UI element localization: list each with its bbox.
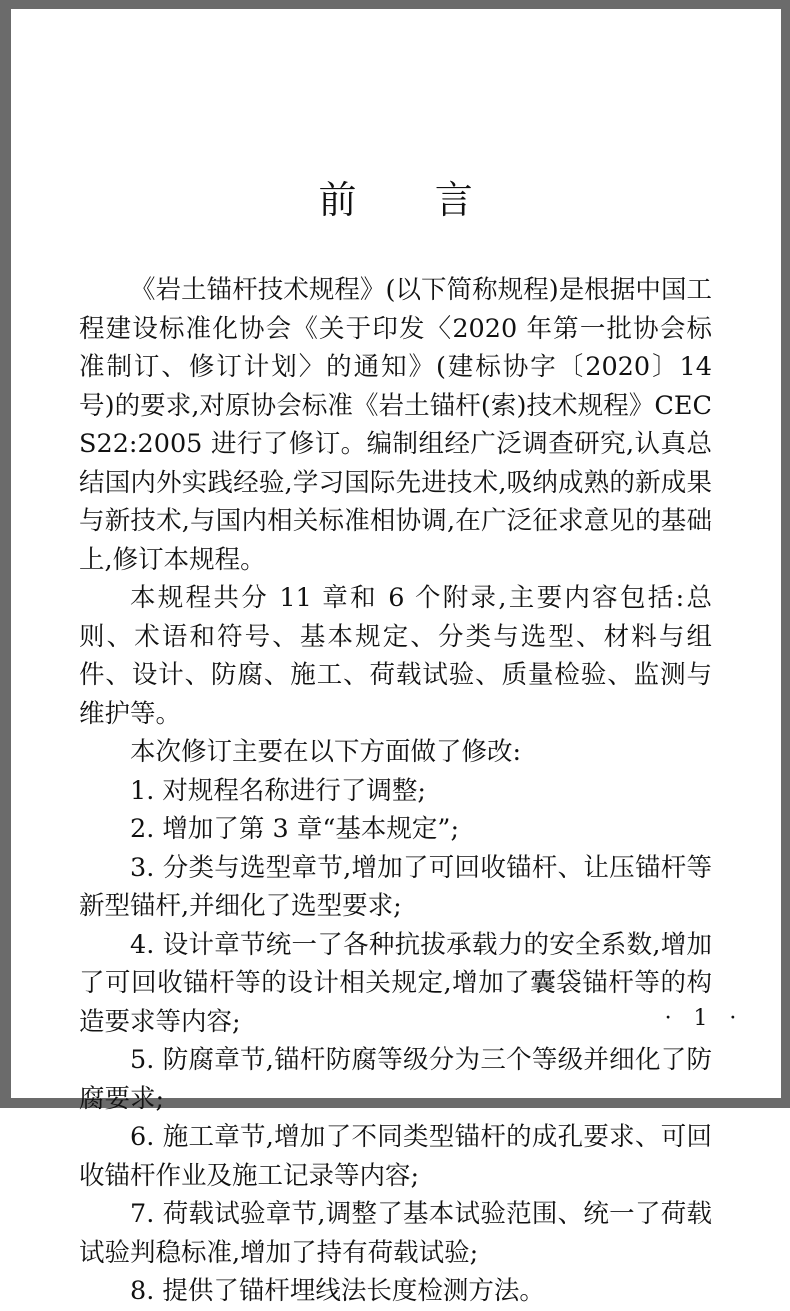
list-item: 3. 分类与选型章节,增加了可回收锚杆、让压锚杆等新型锚杆,并细化了选型要求; [79, 852, 712, 921]
list-item: 7. 荷载试验章节,调整了基本试验范围、统一了荷载试验判稳标准,增加了持有荷载试验; [79, 1199, 712, 1268]
list-item: 5. 防腐章节,锚杆防腐等级分为三个等级并细化了防腐要求; [79, 1045, 712, 1114]
list-item: 2. 增加了第 3 章“基本规定”; [130, 814, 460, 844]
list-item: 1. 对规程名称进行了调整; [130, 775, 427, 806]
page-title: 前 言 [318, 178, 474, 222]
page-number: · 1 · [664, 1006, 739, 1031]
list-item: 6. 施工章节,增加了不同类型锚杆的成孔要求、可回收锚杆作业及施工记录等内容; [79, 1122, 712, 1191]
page-sheet [11, 9, 781, 1306]
paragraph-1: 《岩土锚杆技术规程》(以下简称规程)是根据中国工程建设标准化协会《关于印发〈2020 年第一批协会标准制订、修订计划〉的通知》(建标协字〔2020〕14 号)的要求,对原协会标准《岩土锚杆(索)技术规程》CECS22:2005 进行了修订。编制组经广泛调查研究,认真总结国内外实践经验,学习国际先进技术,吸纳成熟的新成果与新技术,与国内相关标准相协调,在广泛征求意见的基础上,修订本规程。 [79, 275, 712, 575]
list-item: 4. 设计章节统一了各种抗拔承载力的安全系数,增加了可回收锚杆等的设计相关规定,增加了囊袋锚杆等的构造要求等内容; [79, 929, 712, 1037]
list-item: 8. 提供了锚杆埋线法长度检测方法。 [130, 1276, 545, 1306]
paragraph-3: 本次修订主要在以下方面做了修改: [130, 737, 522, 767]
preface-body [79, 271, 712, 1311]
paragraph-2: 本规程共分 11 章和 6 个附录,主要内容包括:总则、术语和符号、基本规定、分类与选型、材料与组件、设计、防腐、施工、荷载试验、质量检验、监测与维护等。 [79, 583, 712, 729]
